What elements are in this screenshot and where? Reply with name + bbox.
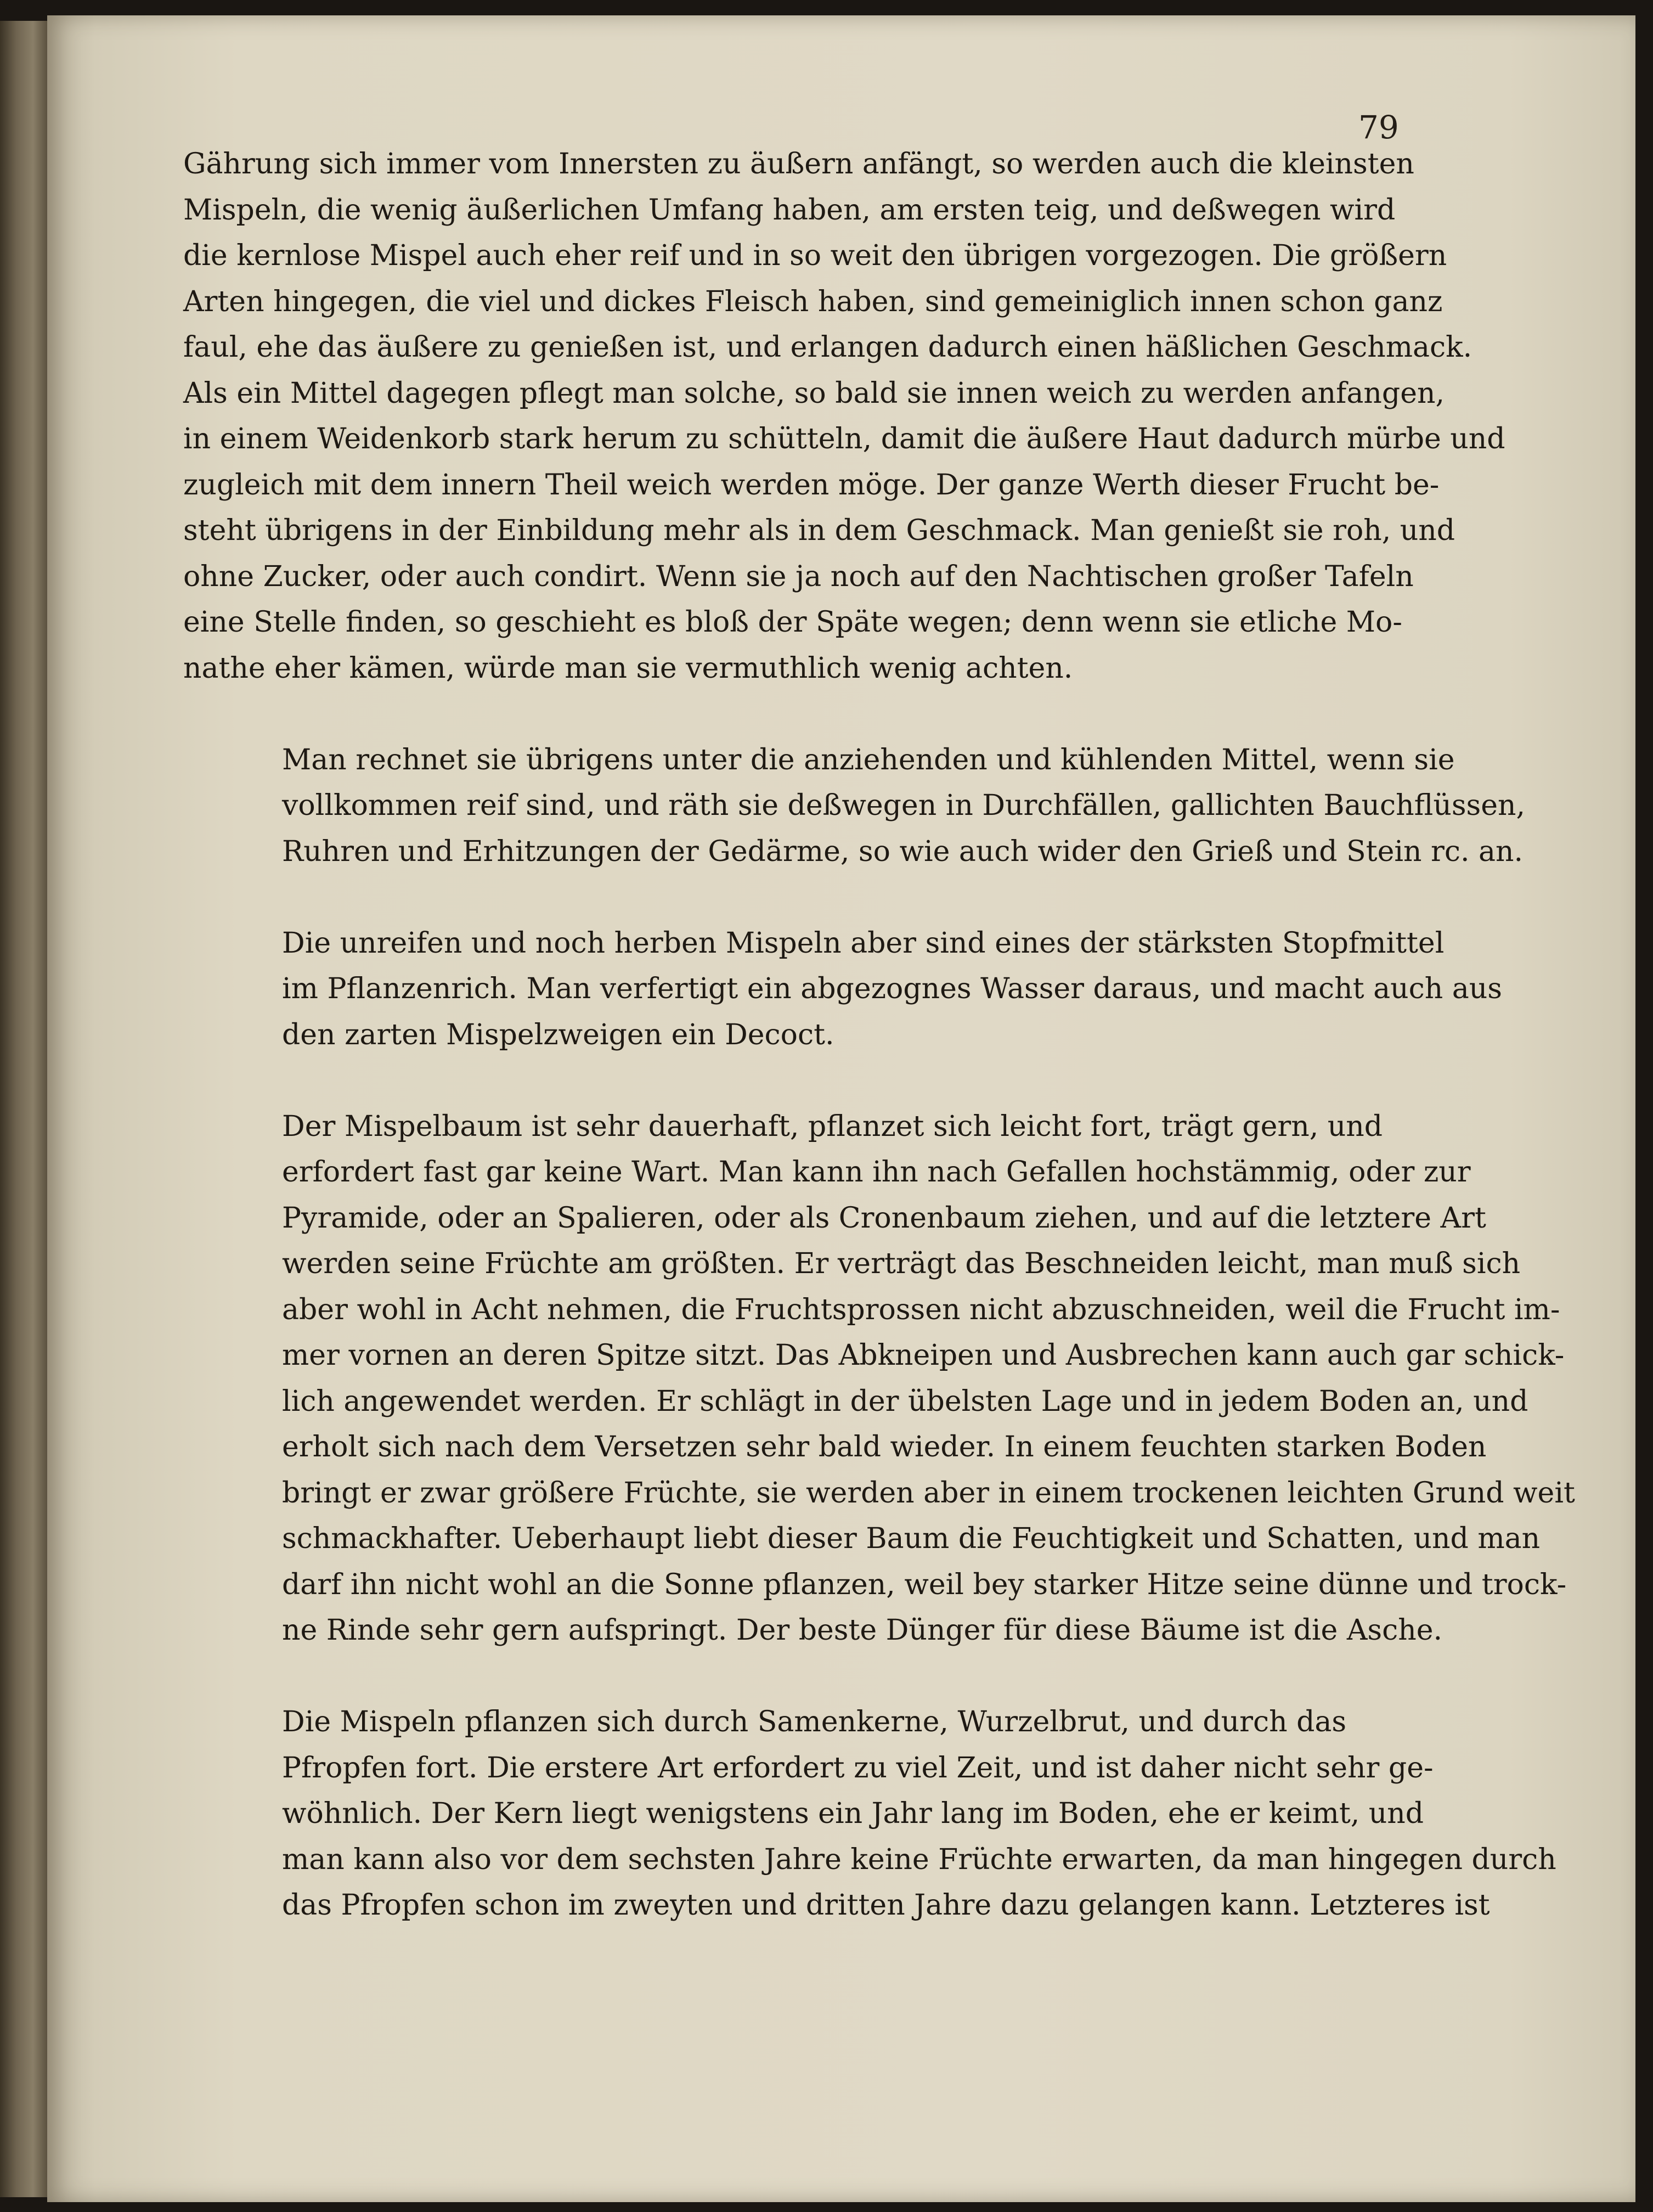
text-line: Pfropfen fort. Die erstere Art erfordert zu viel Zeit, und ist daher nicht sehr ge- xyxy=(282,1751,1434,1785)
text-line: das Pfropfen schon im zweyten und dritten Jahre dazu gelangen kann. Letzteres ist xyxy=(282,1889,1490,1922)
paragraph-5 xyxy=(183,1699,1556,1929)
text-line: in einem Weidenkorb stark herum zu schütteln, damit die äußere Haut dadurch mürbe und xyxy=(183,423,1505,455)
left-page-edge xyxy=(0,21,47,2197)
text-line: faul, ehe das äußere zu genießen ist, und erlangen dadurch einen häßlichen Geschmack. xyxy=(183,331,1473,364)
text-line: ohne Zucker, oder auch condirt. Wenn sie ja noch auf den Nachtischen großer Tafeln xyxy=(183,560,1414,593)
text-line: ne Rinde sehr gern aufspringt. Der beste Dünger für diese Bäume ist die Asche. xyxy=(282,1614,1443,1647)
text-line: aber wohl in Acht nehmen, die Fruchtsprossen nicht abzuschneiden, weil die Frucht im- xyxy=(282,1293,1560,1326)
text-line: Der Mispelbaum ist sehr dauerhaft, pflanzet sich leicht fort, trägt gern, und xyxy=(282,1110,1383,1143)
text-line: Ruhren und Erhitzungen der Gedärme, so wie auch wider den Grieß und Stein rc. an. xyxy=(282,835,1524,868)
text-line: nathe eher kämen, würde man sie vermuthlich wenig achten. xyxy=(183,651,1073,685)
text-line: Mispeln, die wenig äußerlichen Umfang haben, am ersten teig, und deßwegen wird xyxy=(183,193,1396,227)
text-line: bringt er zwar größere Früchte, sie werden aber in einem trockenen leichten Grund weit xyxy=(282,1476,1575,1510)
text-line: mer vornen an deren Spitze sitzt. Das Abkneipen und Ausbrechen kann auch gar schick- xyxy=(282,1339,1565,1372)
text-line: den zarten Mispelzweigen ein Decoct. xyxy=(282,1018,834,1051)
text-line: eine Stelle finden, so geschieht es bloß der Späte wegen; denn wenn sie etliche Mo- xyxy=(183,606,1402,639)
page-number: 79 xyxy=(1358,109,1399,146)
text-line: Als ein Mittel dagegen pflegt man solche, so bald sie innen weich zu werden anfangen, xyxy=(183,376,1445,410)
body-text xyxy=(183,142,1575,1974)
text-line: im Pflanzenrich. Man verfertigt ein abgezognes Wasser daraus, und macht auch aus xyxy=(282,972,1502,1005)
text-line: vollkommen reif sind, und räth sie deßwegen in Durchfällen, gallichten Bauchflüssen, xyxy=(282,789,1525,822)
paragraph-3 xyxy=(183,921,1502,1059)
text-line: wöhnlich. Der Kern liegt wenigstens ein Jahr lang im Boden, ehe er keimt, und xyxy=(282,1797,1424,1830)
text-line: werden seine Früchte am größten. Er verträgt das Beschneiden leicht, man muß sich xyxy=(282,1247,1521,1280)
text-line: Pyramide, oder an Spalieren, oder als Cronenbaum ziehen, und auf die letztere Art xyxy=(282,1201,1486,1235)
text-line: lich angewendet werden. Er schlägt in der übelsten Lage und in jedem Boden an, und xyxy=(282,1384,1528,1418)
text-line: schmackhafter. Ueberhaupt liebt dieser Baum die Feuchtigkeit und Schatten, und man xyxy=(282,1522,1541,1555)
text-line: steht übrigens in der Einbildung mehr als in dem Geschmack. Man genießt sie roh, und xyxy=(183,514,1455,547)
text-line: Man rechnet sie übrigens unter die anziehenden und kühlenden Mittel, wenn sie xyxy=(282,743,1455,776)
paragraph-4 xyxy=(183,1104,1575,1654)
text-line: erfordert fast gar keine Wart. Man kann ihn nach Gefallen hochstämmig, oder zur xyxy=(282,1156,1471,1189)
text-line: darf ihn nicht wohl an die Sonne pflanzen, weil bey starker Hitze seine dünne und trock- xyxy=(282,1568,1567,1601)
text-line: Arten hingegen, die viel und dickes Fleisch haben, sind gemeiniglich innen schon ganz xyxy=(183,285,1443,318)
text-line: die kernlose Mispel auch eher reif und in so weit den übrigen vorgezogen. Die größern xyxy=(183,239,1447,272)
paragraph-2 xyxy=(183,738,1525,875)
text-line: zugleich mit dem innern Theil weich werden möge. Der ganze Werth dieser Frucht be- xyxy=(183,468,1440,502)
text-line: Die unreifen und noch herben Mispeln aber sind eines der stärksten Stopfmittel xyxy=(282,926,1445,960)
paragraph-1 xyxy=(183,142,1505,691)
text-line: Die Mispeln pflanzen sich durch Samenkerne, Wurzelbrut, und durch das xyxy=(282,1706,1347,1738)
text-line: erholt sich nach dem Versetzen sehr bald wieder. In einem feuchten starken Boden xyxy=(282,1431,1487,1464)
text-line: Gährung sich immer vom Innersten zu äußern anfängt, so werden auch die kleinsten xyxy=(183,148,1414,181)
text-line: man kann also vor dem sechsten Jahre keine Früchte erwarten, da man hingegen durch xyxy=(282,1843,1556,1876)
